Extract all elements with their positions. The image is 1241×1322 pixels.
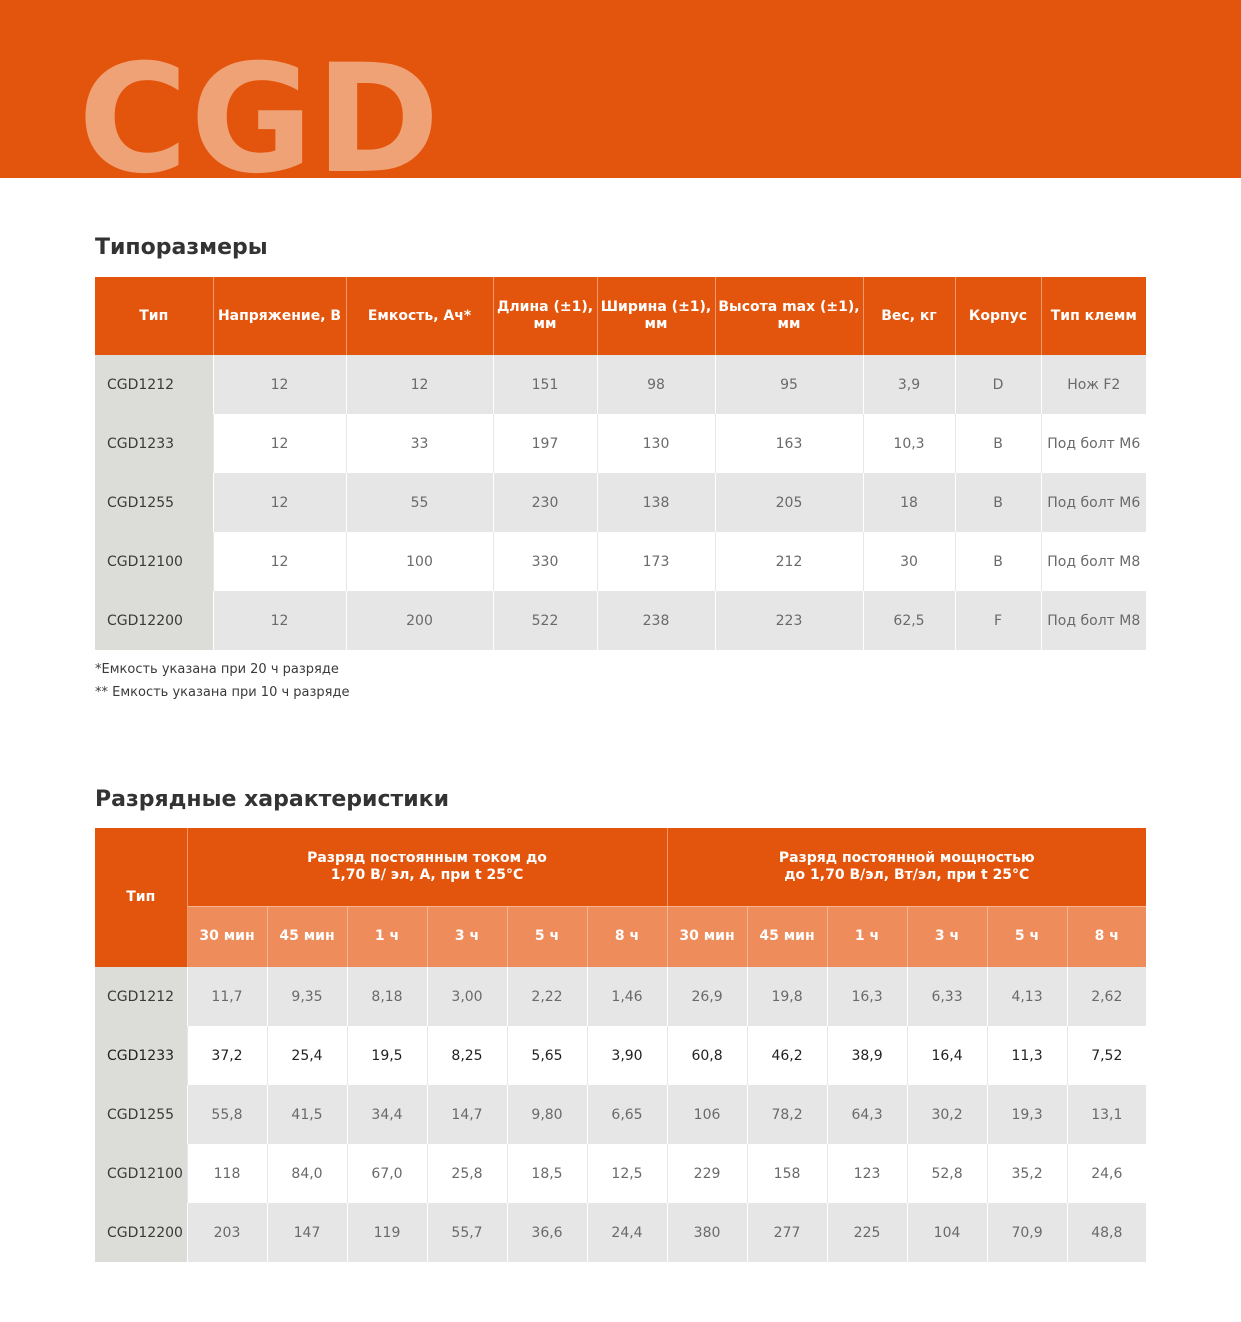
sizes-table [95, 277, 1146, 650]
table-row [95, 414, 1146, 473]
table-cell: 8,18 [347, 967, 427, 1026]
col-header-time: 8 ч [1067, 906, 1146, 967]
table-row [95, 1144, 1146, 1203]
table-cell: 277 [747, 1203, 827, 1262]
table-cell: 212 [715, 532, 863, 591]
table-cell: 62,5 [863, 591, 955, 650]
sizes-header-row [95, 277, 1146, 355]
cell-type: CGD1212 [95, 355, 213, 414]
table-cell: 12 [213, 355, 346, 414]
table-cell: 67,0 [347, 1144, 427, 1203]
table-cell: 7,52 [1067, 1026, 1146, 1085]
col-header-terminal: Тип клемм [1041, 277, 1146, 355]
table-cell: 46,2 [747, 1026, 827, 1085]
col-header-time: 30 мин [667, 906, 747, 967]
col-header-capacity: Емкость, Ач* [346, 277, 493, 355]
table-cell: 173 [597, 532, 715, 591]
table-cell: 8,25 [427, 1026, 507, 1085]
table-cell: 33 [346, 414, 493, 473]
col-header-time: 45 мин [747, 906, 827, 967]
table-cell: B [955, 414, 1041, 473]
table-cell: 158 [747, 1144, 827, 1203]
table-cell: 38,9 [827, 1026, 907, 1085]
table-row [95, 1026, 1146, 1085]
table-cell: 18 [863, 473, 955, 532]
table-cell: 9,35 [267, 967, 347, 1026]
table-cell: 1,46 [587, 967, 667, 1026]
table-cell: 12 [213, 473, 346, 532]
col-header-time: 45 мин [267, 906, 347, 967]
table-cell: 55,8 [187, 1085, 267, 1144]
table-cell: 2,22 [507, 967, 587, 1026]
table-cell: 6,33 [907, 967, 987, 1026]
table-cell: 119 [347, 1203, 427, 1262]
col-header-time: 5 ч [507, 906, 587, 967]
table-cell: 522 [493, 591, 597, 650]
col-header-time: 1 ч [347, 906, 427, 967]
table-cell: 19,5 [347, 1026, 427, 1085]
table-cell: B [955, 532, 1041, 591]
table-cell: Под болт М6 [1041, 414, 1146, 473]
table-cell: 12 [213, 532, 346, 591]
table-cell: 52,8 [907, 1144, 987, 1203]
table-cell: 19,3 [987, 1085, 1067, 1144]
cell-type: CGD12200 [95, 1203, 187, 1262]
group-current-label: Разряд постоянным током до 1,70 В/ эл, А, при t 25°C [307, 849, 547, 883]
table-cell: 10,3 [863, 414, 955, 473]
table-cell: F [955, 591, 1041, 650]
table-row [95, 591, 1146, 650]
table-cell: 4,13 [987, 967, 1067, 1026]
col-header-width: Ширина (±1), мм [597, 277, 715, 355]
table-cell: 14,7 [427, 1085, 507, 1144]
col-header-voltage: Напряжение, В [213, 277, 346, 355]
table-cell: 25,8 [427, 1144, 507, 1203]
table-cell: 12 [346, 355, 493, 414]
table-cell: 151 [493, 355, 597, 414]
table-cell: 203 [187, 1203, 267, 1262]
table-cell: 229 [667, 1144, 747, 1203]
col-header-case: Корпус [955, 277, 1041, 355]
table-cell: 41,5 [267, 1085, 347, 1144]
table-cell: 26,9 [667, 967, 747, 1026]
table-row [95, 1203, 1146, 1262]
table-cell: B [955, 473, 1041, 532]
col-header-type: Тип [95, 277, 213, 355]
table-cell: 13,1 [1067, 1085, 1146, 1144]
table-cell: 12 [213, 591, 346, 650]
col-header-time: 5 ч [987, 906, 1067, 967]
col-header-time: 30 мин [187, 906, 267, 967]
table-cell: 330 [493, 532, 597, 591]
table-cell: 197 [493, 414, 597, 473]
table-cell: 24,6 [1067, 1144, 1146, 1203]
table-cell: 25,4 [267, 1026, 347, 1085]
group-header-power [667, 828, 1146, 906]
table-cell: 30 [863, 532, 955, 591]
table-cell: 70,9 [987, 1203, 1067, 1262]
table-cell: 123 [827, 1144, 907, 1203]
table-cell: 380 [667, 1203, 747, 1262]
table-cell: 230 [493, 473, 597, 532]
table-cell: 225 [827, 1203, 907, 1262]
table-cell: 34,4 [347, 1085, 427, 1144]
table-cell: 55 [346, 473, 493, 532]
table-cell: 104 [907, 1203, 987, 1262]
cell-type: CGD1233 [95, 1026, 187, 1085]
table-cell: D [955, 355, 1041, 414]
cell-type: CGD1255 [95, 473, 213, 532]
table-cell: 205 [715, 473, 863, 532]
table-cell: 35,2 [987, 1144, 1067, 1203]
table-cell: 100 [346, 532, 493, 591]
table-row [95, 355, 1146, 414]
table-cell: 12,5 [587, 1144, 667, 1203]
table-cell: 30,2 [907, 1085, 987, 1144]
table-cell: 147 [267, 1203, 347, 1262]
table-cell: 163 [715, 414, 863, 473]
table-cell: 18,5 [507, 1144, 587, 1203]
table-cell: 24,4 [587, 1203, 667, 1262]
table-cell: 84,0 [267, 1144, 347, 1203]
table-cell: 3,9 [863, 355, 955, 414]
table-row [95, 532, 1146, 591]
sizes-title: Типоразмеры [95, 235, 268, 260]
table-cell: 55,7 [427, 1203, 507, 1262]
table-cell: 16,4 [907, 1026, 987, 1085]
col-header-time: 3 ч [427, 906, 507, 967]
footnote-20h: *Емкость указана при 20 ч разряде [95, 662, 339, 677]
table-cell: 16,3 [827, 967, 907, 1026]
table-cell: 5,65 [507, 1026, 587, 1085]
col-header-height: Высота max (±1), мм [715, 277, 863, 355]
col-header-time: 8 ч [587, 906, 667, 967]
table-cell: 106 [667, 1085, 747, 1144]
table-cell: 3,90 [587, 1026, 667, 1085]
table-cell: 6,65 [587, 1085, 667, 1144]
col-header-weight: Вес, кг [863, 277, 955, 355]
table-cell: 36,6 [507, 1203, 587, 1262]
table-cell: 223 [715, 591, 863, 650]
table-cell: 95 [715, 355, 863, 414]
time-header-row [95, 906, 1146, 967]
table-cell: 238 [597, 591, 715, 650]
table-cell: 12 [213, 414, 346, 473]
table-cell: 98 [597, 355, 715, 414]
cell-type: CGD12100 [95, 1144, 187, 1203]
table-cell: Нож F2 [1041, 355, 1146, 414]
brand-logo: CGD [78, 33, 442, 178]
table-cell: 19,8 [747, 967, 827, 1026]
cell-type: CGD1212 [95, 967, 187, 1026]
table-cell: 3,00 [427, 967, 507, 1026]
table-cell: 78,2 [747, 1085, 827, 1144]
table-cell: 138 [597, 473, 715, 532]
table-cell: 118 [187, 1144, 267, 1203]
cell-type: CGD12200 [95, 591, 213, 650]
table-cell: 11,7 [187, 967, 267, 1026]
discharge-header-row [95, 828, 1146, 906]
table-cell: 48,8 [1067, 1203, 1146, 1262]
col-header-time: 3 ч [907, 906, 987, 967]
header-banner [0, 0, 1241, 178]
table-cell: 200 [346, 591, 493, 650]
group-header-current [187, 828, 667, 906]
discharge-table [95, 828, 1146, 1262]
table-cell: 37,2 [187, 1026, 267, 1085]
discharge-title: Разрядные характеристики [95, 787, 450, 812]
cell-type: CGD12100 [95, 532, 213, 591]
col-header-type: Тип [95, 828, 187, 967]
table-row [95, 1085, 1146, 1144]
table-cell: Под болт М8 [1041, 591, 1146, 650]
table-cell: 2,62 [1067, 967, 1146, 1026]
table-row [95, 967, 1146, 1026]
cell-type: CGD1233 [95, 414, 213, 473]
table-cell: 64,3 [827, 1085, 907, 1144]
col-header-time: 1 ч [827, 906, 907, 967]
table-cell: 60,8 [667, 1026, 747, 1085]
table-cell: Под болт М6 [1041, 473, 1146, 532]
table-cell: Под болт М8 [1041, 532, 1146, 591]
col-header-length: Длина (±1), мм [493, 277, 597, 355]
footnote-10h: ** Емкость указана при 10 ч разряде [95, 685, 350, 700]
group-power-label: Разряд постоянной мощностью до 1,70 В/эл, Вт/эл, при t 25°C [778, 849, 1035, 883]
table-cell: 9,80 [507, 1085, 587, 1144]
table-cell: 11,3 [987, 1026, 1067, 1085]
table-cell: 130 [597, 414, 715, 473]
cell-type: CGD1255 [95, 1085, 187, 1144]
table-row [95, 473, 1146, 532]
